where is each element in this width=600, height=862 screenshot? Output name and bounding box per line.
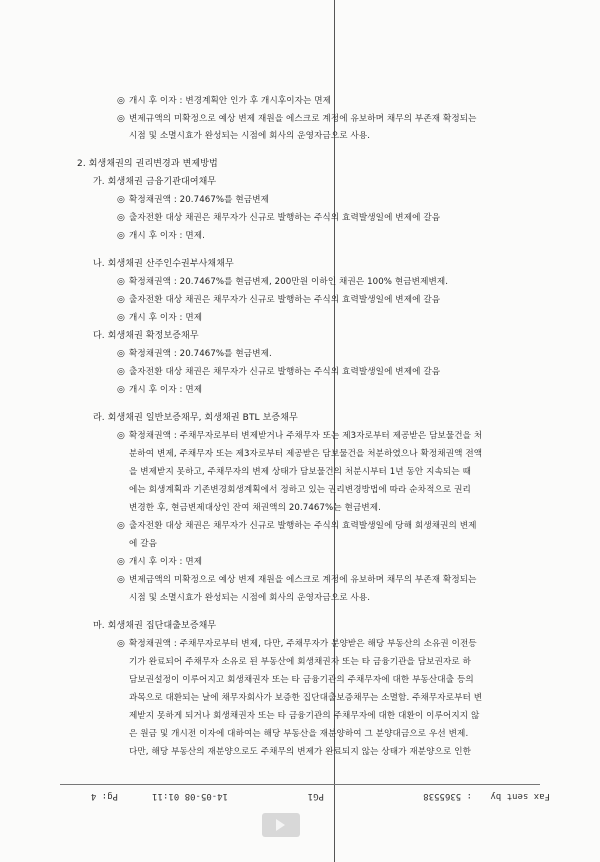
text-line: 변제금액의 미확정으로 예상 변제 재원을 에스크로 계정에 유보하며 채무의 부존재 확정되는	[129, 575, 477, 585]
text-line: 은 원금 및 개시전 이자에 대하여는 해당 부동산을 재분양하여 그 분양대금으로 우선 변제.	[129, 729, 469, 739]
bullet-icon: ◎	[117, 367, 125, 377]
bullet-icon: ◎	[117, 521, 125, 531]
section-heading: 마. 회생채권 집단대출보증채무	[93, 621, 217, 631]
text-line: 을 변제받지 못하고, 주채무자의 변제 상태가 담보물건의 처분시부터 1년 동안 지속되는 때	[129, 467, 472, 477]
bullet-icon: ◎	[117, 431, 125, 441]
text-line: 제받지 못하게 되거나 회생채권자 또는 타 금융기관의 주채무자에 대한 대환이 이루어지지 않	[129, 711, 480, 721]
fax-page-number: Pg: 4	[90, 791, 118, 801]
text-line: 출자전환 대상 채권은 채무자가 신규로 발행하는 주식의 효력발생일에 변제에 갈음	[129, 295, 441, 305]
text-line: 에는 회생계획과 기존변경회생계획에서 정하고 있는 권리변경방법에 따라 순차적으로 권리	[129, 485, 471, 495]
bullet-icon: ◎	[117, 195, 125, 205]
text-line: 확정채권액 : 20.7467%를 현금변제, 200만원 이하인 채권은 100% 현금변제변제.	[129, 277, 449, 287]
text-line: 출자전환 대상 채권은 채무자가 신규로 발행하는 주식의 효력발생일에 변제에 갈음	[129, 367, 441, 377]
section-heading: 나. 회생채권 산주인수권부사채채무	[93, 259, 234, 269]
bullet-icon: ◎	[117, 295, 125, 305]
section-heading: 라. 회생채권 일반보증채무, 회생채권 BTL 보증채무	[93, 413, 298, 423]
text-line: 개시 후 이자 : 변경계획안 인가 후 개시후이자는 면제	[129, 96, 332, 106]
text-line: 확정채권액 : 주채무자로부터 변제받거나 주채무자 또는 제3자로부터 제공받은 담보물건을 처	[129, 431, 483, 441]
section-heading: 다. 회생채권 확정보증채무	[93, 331, 199, 341]
text-line: 확정채권액 : 20.7467%를 현금변제.	[129, 349, 272, 359]
section-heading: 가. 회생채권 금융기관대여채무	[93, 177, 217, 187]
text-line: 기가 완료되어 주채무자 소유로 된 부동산에 회생채권자 또는 타 금융기관을 담보권자로 하	[129, 657, 472, 667]
bullet-icon: ◎	[117, 277, 125, 287]
bullet-icon: ◎	[117, 114, 125, 124]
scan-smudge-mark	[262, 813, 300, 837]
text-line: 다만, 해당 부동산의 재분양으로도 주채무의 변제가 완료되지 않는 상태가 재분양으로 인한	[129, 747, 472, 757]
text-line: 분하여 변제, 주채무자 또는 제3자로부터 제공받은 담보물건을 처분하였으나 확정채권액 전액	[129, 449, 483, 459]
text-line: 시점 및 소멸시효가 완성되는 시점에 회사의 운영자금으로 사용.	[129, 131, 371, 141]
bullet-icon: ◎	[117, 575, 125, 585]
section-heading: 2. 회생채권의 권리변경과 변제방법	[77, 159, 218, 169]
text-line: 확정채권액 : 주채무자로부터 변제, 다만, 주채무자가 분양받은 해당 부동산의 소유권 이전등	[129, 639, 477, 649]
text-line: 변경한 후, 현금변제대상인 잔여 채권액의 20.7467%는 현금변제.	[129, 503, 381, 513]
text-line: 출자전환 대상 채권은 채무자가 신규로 발행하는 주식의 효력발생일에 당해 회생채권의 변제	[129, 521, 477, 531]
text-line: 개시 후 이자 : 면제	[129, 313, 203, 323]
footer-divider	[60, 784, 540, 785]
text-line: 시점 및 소멸시효가 완성되는 시점에 회사의 운영자금으로 사용.	[129, 593, 371, 603]
fax-number: : 5365538	[423, 791, 472, 801]
bullet-icon: ◎	[117, 231, 125, 241]
fax-header-upside-down	[52, 787, 550, 803]
bullet-icon: ◎	[117, 639, 125, 649]
text-line: 에 갈음	[129, 539, 158, 549]
fax-datetime: 14-05-08 01:11	[152, 791, 228, 801]
bullet-icon: ◎	[117, 385, 125, 395]
bullet-icon: ◎	[117, 313, 125, 323]
fax-sender-label: Fax sent by	[490, 791, 550, 801]
text-line: 개시 후 이자 : 면제	[129, 557, 203, 567]
text-line: 확정채권액 : 20.7467%를 현금변제	[129, 195, 270, 205]
text-line: 출자전환 대상 채권은 채무자가 신규로 발행하는 주식의 효력발생일에 변제에 갈음	[129, 213, 441, 223]
text-line: 개시 후 이자 : 면제.	[129, 231, 205, 241]
fax-page-code: PG1	[307, 791, 324, 801]
bullet-icon: ◎	[117, 349, 125, 359]
text-line: 개시 후 이자 : 면제	[129, 385, 203, 395]
text-line: 과목으로 대환되는 날에 채무자회사가 보증한 집단대출보증채무는 소멸함. 주채무자로부터 변	[129, 693, 483, 703]
bullet-icon: ◎	[117, 96, 125, 106]
text-line: 담보권설정이 이루어지고 회생채권자 또는 타 금융기관의 주채무자에 대한 부동산대출 등의	[129, 675, 474, 685]
text-line: 변제규액의 미확정으로 예상 변제 재원을 에스크로 계정에 유보하며 채무의 부존재 확정되는	[129, 114, 477, 124]
bullet-icon: ◎	[117, 213, 125, 223]
bullet-icon: ◎	[117, 557, 125, 567]
